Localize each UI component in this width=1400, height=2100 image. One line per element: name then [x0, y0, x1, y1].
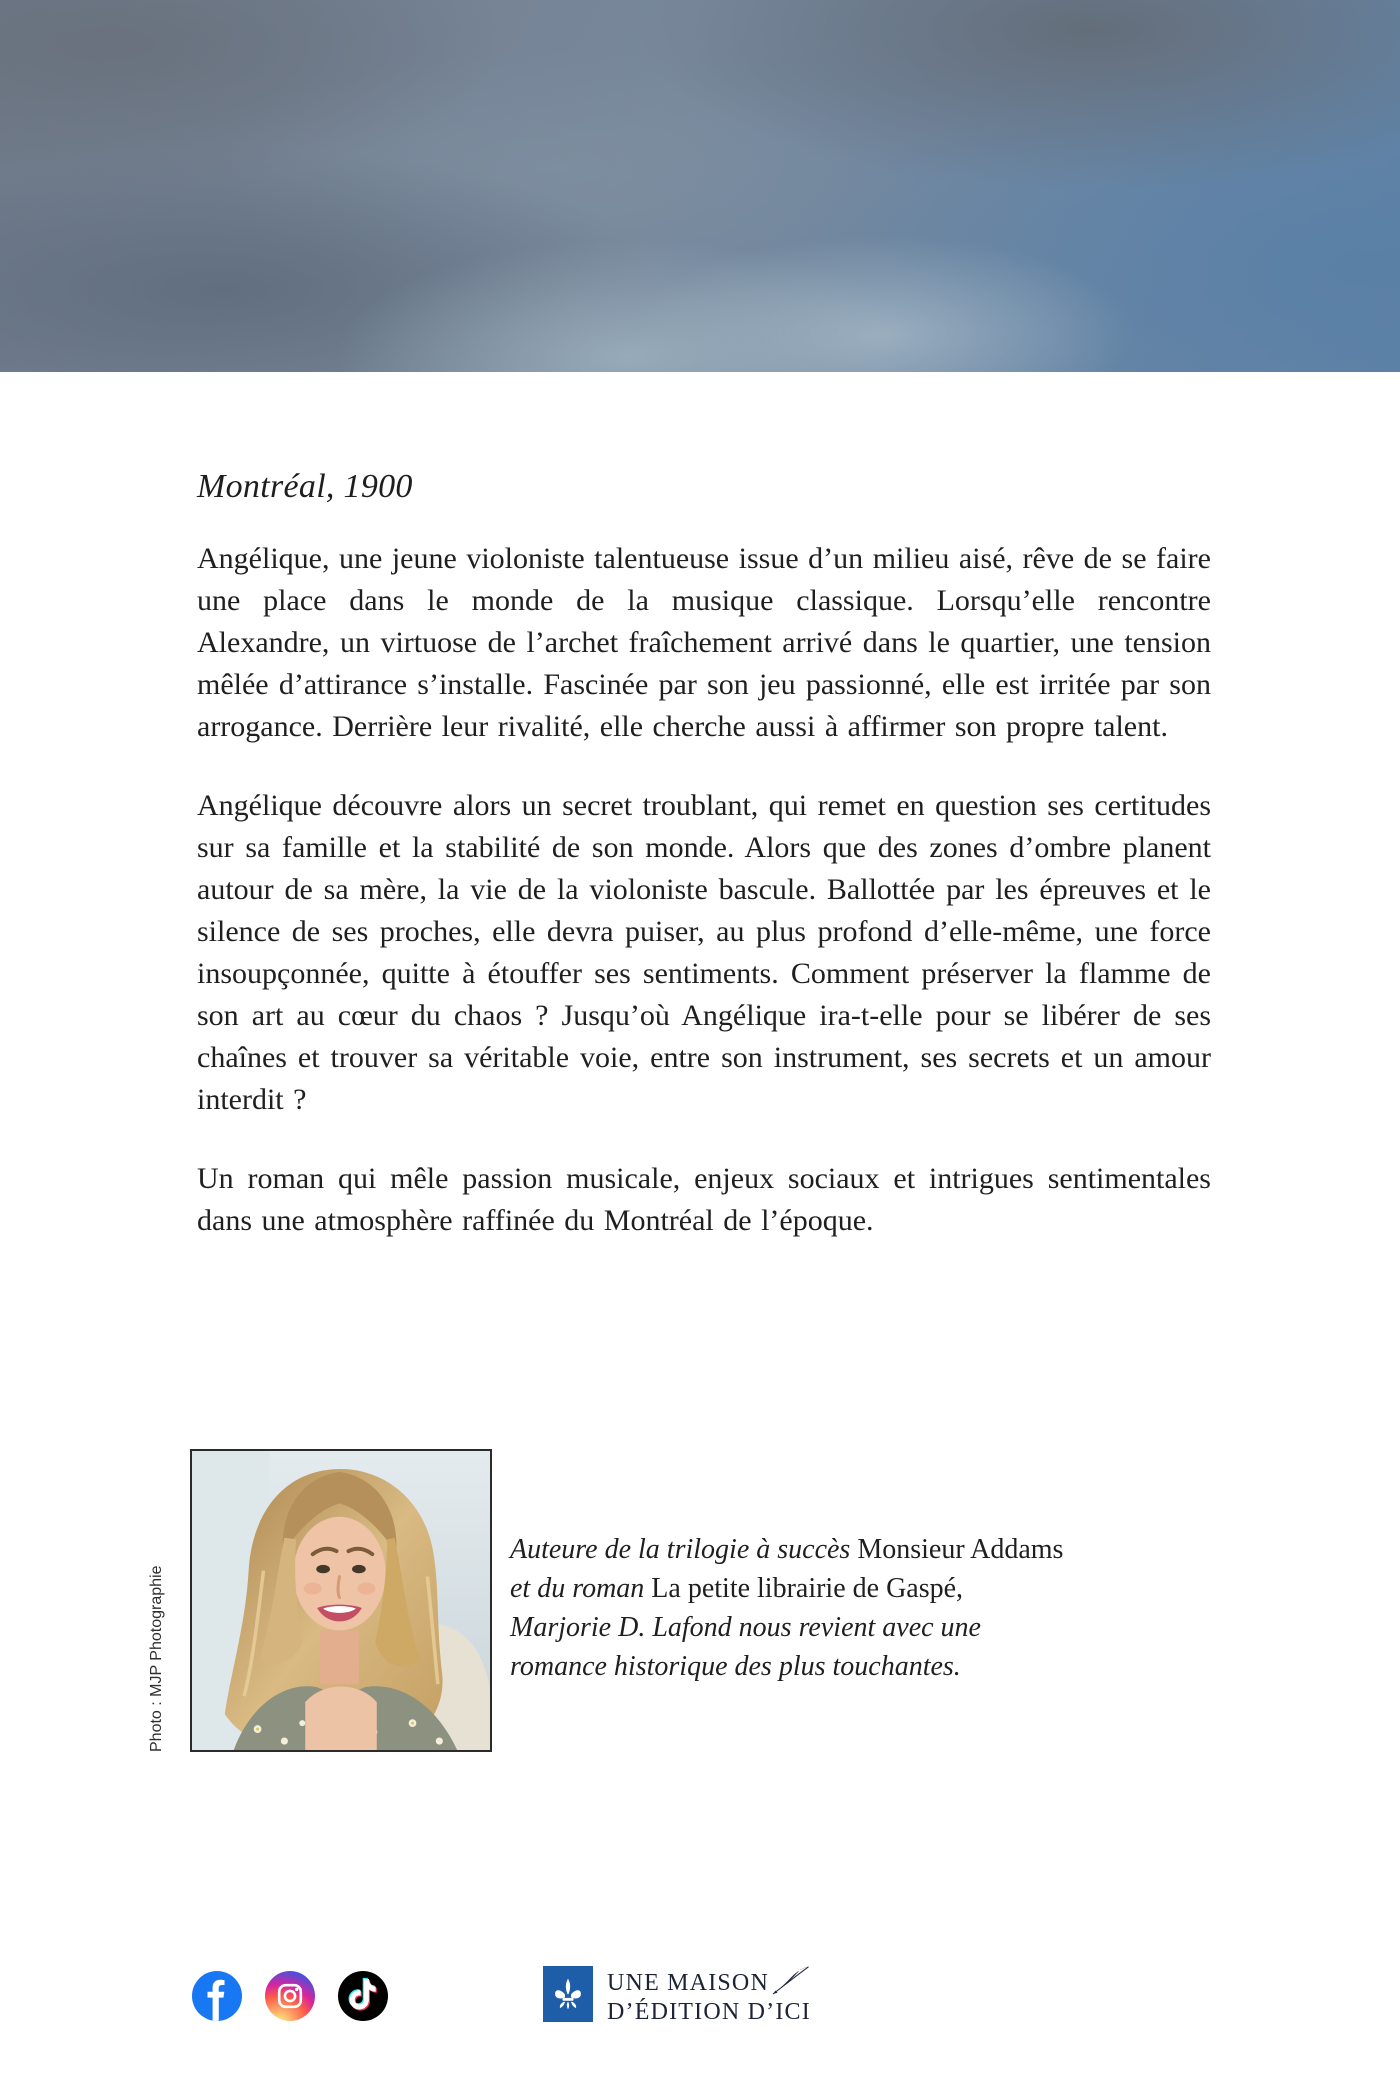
quill-icon — [771, 1966, 815, 1996]
author-blurb-line: et du roman La petite librairie de Gaspé, — [510, 1573, 964, 1604]
instagram-icon — [265, 1971, 315, 2021]
setting-line: Montréal, 1900 — [197, 468, 413, 505]
facebook-icon — [192, 1971, 242, 2021]
tiktok-icon — [338, 1971, 388, 2021]
synopsis-paragraph-3: Un roman qui mêle passion musicale, enjeux sociaux et intrigues sentimentales dans une atmosphère raffinée du Montréal de l’époque. — [197, 1162, 1211, 1237]
synopsis — [197, 538, 1211, 1279]
publisher-name-line2: D’ÉDITION D’ICI — [607, 1999, 811, 2025]
publisher-logo — [543, 1966, 815, 2027]
publisher-name — [607, 1966, 815, 2027]
author-blurb-line: romance historique des plus touchantes. — [510, 1651, 961, 1682]
cover-sky-artwork — [0, 0, 1400, 372]
author-photo — [190, 1449, 492, 1752]
fleur-de-lis-icon — [543, 1966, 593, 2022]
synopsis-paragraph-1: Angélique, une jeune violoniste talentueuse issue d’un milieu aisé, rêve de se faire une place dans le monde de la musique classique. Lorsqu’elle rencontre Alexandre, un virtuose de l’archet fraîchement arrivé dans le quartier, une tension mêlée d’attirance s’installe. Fascinée par son jeu passionné, elle est irritée par son arrogance. Derrière leur rivalité, elle cherche aussi à affirmer son propre talent. — [197, 542, 1211, 743]
author-blurb-line: Auteure de la trilogie à succès Monsieur Addams — [510, 1534, 1064, 1565]
publisher-name-line1: UNE MAISON — [607, 1970, 769, 1996]
photo-credit: Photo : MJP Photographie — [148, 1565, 165, 1752]
author-blurb — [510, 1530, 1130, 1686]
author-blurb-line: Marjorie D. Lafond nous revient avec une — [510, 1612, 981, 1643]
synopsis-paragraph-2: Angélique découvre alors un secret troublant, qui remet en question ses certitudes sur sa famille et la stabilité de son monde. Alors que des zones d’ombre planent autour de sa mère, la vie de la violoniste bascule. Ballottée par les épreuves et le silence de ses proches, elle devra puiser, au plus profond d’elle-même, une force insoupçonnée, quitte à étouffer ses sentiments. Comment préserver la flamme de son art au cœur du chaos ? Jusqu’où Angélique ira-t-elle pour se libérer de ses chaînes et trouver sa véritable voie, entre son instrument, ses secrets et un amour interdit ? — [197, 789, 1211, 1116]
social-icons-row — [192, 1971, 388, 2021]
